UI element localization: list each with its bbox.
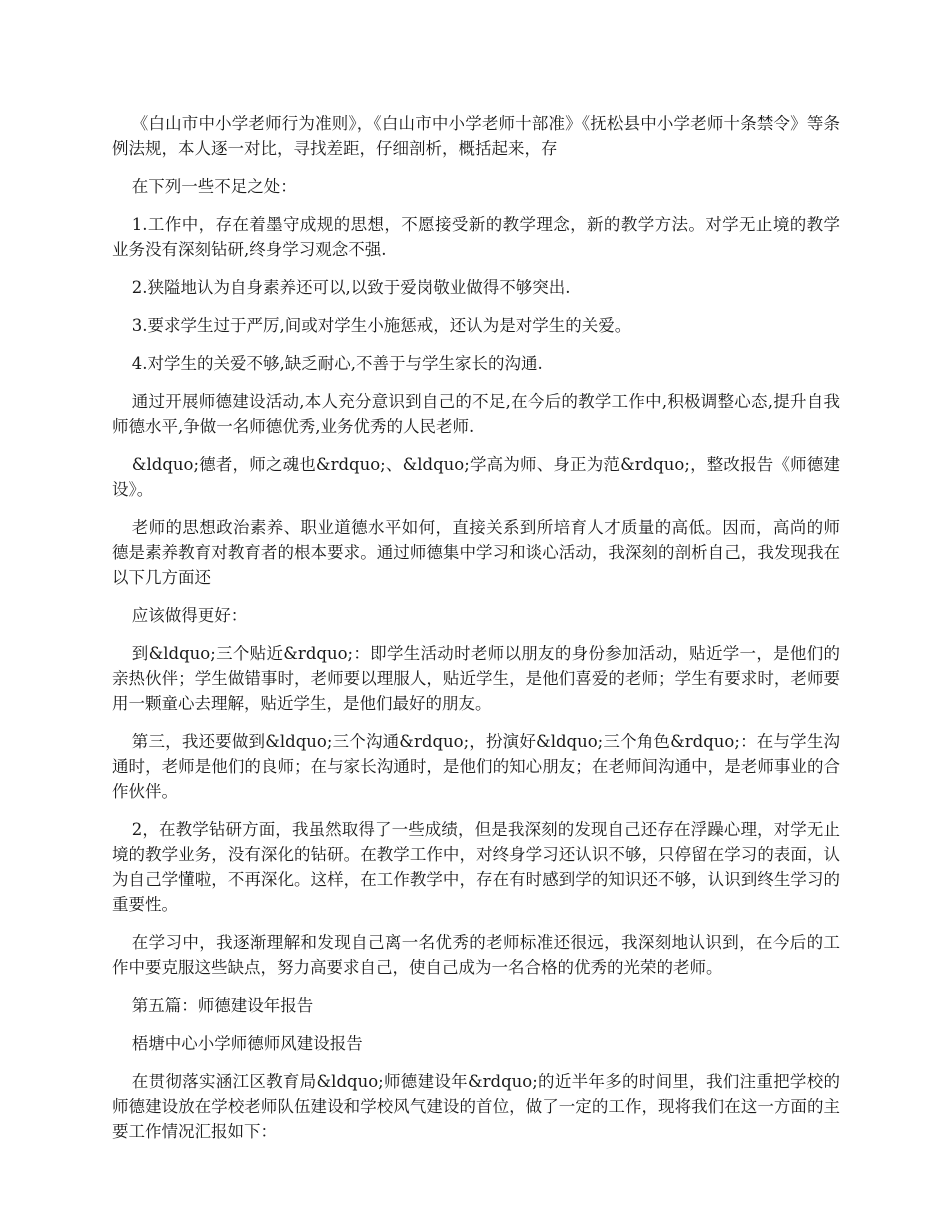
paragraph-learning-reflection: 在学习中，我逐渐理解和发现自己离一名优秀的老师标准还很远，我深刻地认识到，在今后的工作中要克服这些缺点，努力高要求自己，使自己成为一名合格的优秀的光荣的老师。 [112,933,840,977]
paragraph-shortcomings-intro: 在下列一些不足之处： [131,177,297,196]
paragraph-shortcoming-2: 2.狭隘地认为自身素养还可以,以致于爱岗敬业做得不够突出. [131,278,571,297]
paragraph-rules-comparison: 《白山市中小学老师行为准则》，《白山市中小学老师十部准》《抚松县中小学老师十条禁令》等条例法规，本人逐一对比，寻找差距，仔细剖析，概括起来，存 [112,114,840,158]
paragraph-quote-rectification: &ldquo;德者，师之魂也&rdquo;、&ldquo;学高为师、身正为范&rdquo;，整改报告《师德建设》。 [112,455,840,499]
paragraph-shortcoming-3: 3.要求学生过于严厉,间或对学生小施惩戒，还认为是对学生的关爱。 [131,316,632,335]
paragraph-improvement-plan: 通过开展师德建设活动,本人充分意识到自己的不足,在今后的教学工作中,积极调整心态,提升自我师德水平,争做一名师德优秀,业务优秀的人民老师. [112,392,840,436]
paragraph-teaching-research: 2，在教学钻研方面，我虽然取得了一些成绩，但是我深刻的发现自己还存在浮躁心理，对学无止境的教学业务，没有深化的钻研。在教学工作中，对终身学习还认识不够，只停留在学习的表面，认为自己学懂啦，不再深化。这样，在工作教学中，存在有时感到学的知识还不够，认识到终生学习的重要性。 [112,820,840,914]
paragraph-three-communications: 第三，我还要做到&ldquo;三个沟通&rdquo;，扮演好&ldquo;三个角色&rdquo;：在与学生沟通时，老师是他们的良师；在与家长沟通时，是他们的知心朋友；在老师间沟通中，是老师事业的合作伙伴。 [112,732,840,801]
paragraph-should-do-better: 应该做得更好： [131,606,248,625]
paragraph-three-closeness: 到&ldquo;三个贴近&rdquo;：即学生活动时老师以朋友的身份参加活动，贴近学一，是他们的亲热伙伴；学生做错事时，老师要以理服人，贴近学生，是他们喜爱的老师；学生有要求时，老师要用一颗童心去理解，贴近学生，是他们最好的朋友。 [112,644,840,713]
paragraph-teacher-ethics: 老师的思想政治素养、职业道德水平如何，直接关系到所培育人才质量的高低。因而，高尚的师德是素养教育对教育者的根本要求。通过师德集中学习和谈心活动，我深刻的剖析自己，我发现我在以下几方面还 [112,518,840,587]
section-heading-part-five: 第五篇：师德建设年报告 [131,996,314,1015]
document-body [112,111,840,1157]
report-title: 梧塘中心小学师德师风建设报告 [131,1034,363,1053]
paragraph-shortcoming-4: 4.对学生的关爱不够,缺乏耐心,不善于与学生家长的沟通. [131,354,543,373]
paragraph-report-intro: 在贯彻落实涵江区教育局&ldquo;师德建设年&rdquo;的近半年多的时间里，我们注重把学校的师德建设放在学校老师队伍建设和学校风气建设的首位，做了一定的工作，现将我们在这一方面的主要工作情况汇报如下： [112,1072,840,1141]
paragraph-shortcoming-1: 1.工作中，存在着墨守成规的思想，不愿接受新的教学理念，新的教学方法。对学无止境的教学业务没有深刻钻研,终身学习观念不强. [112,215,840,259]
